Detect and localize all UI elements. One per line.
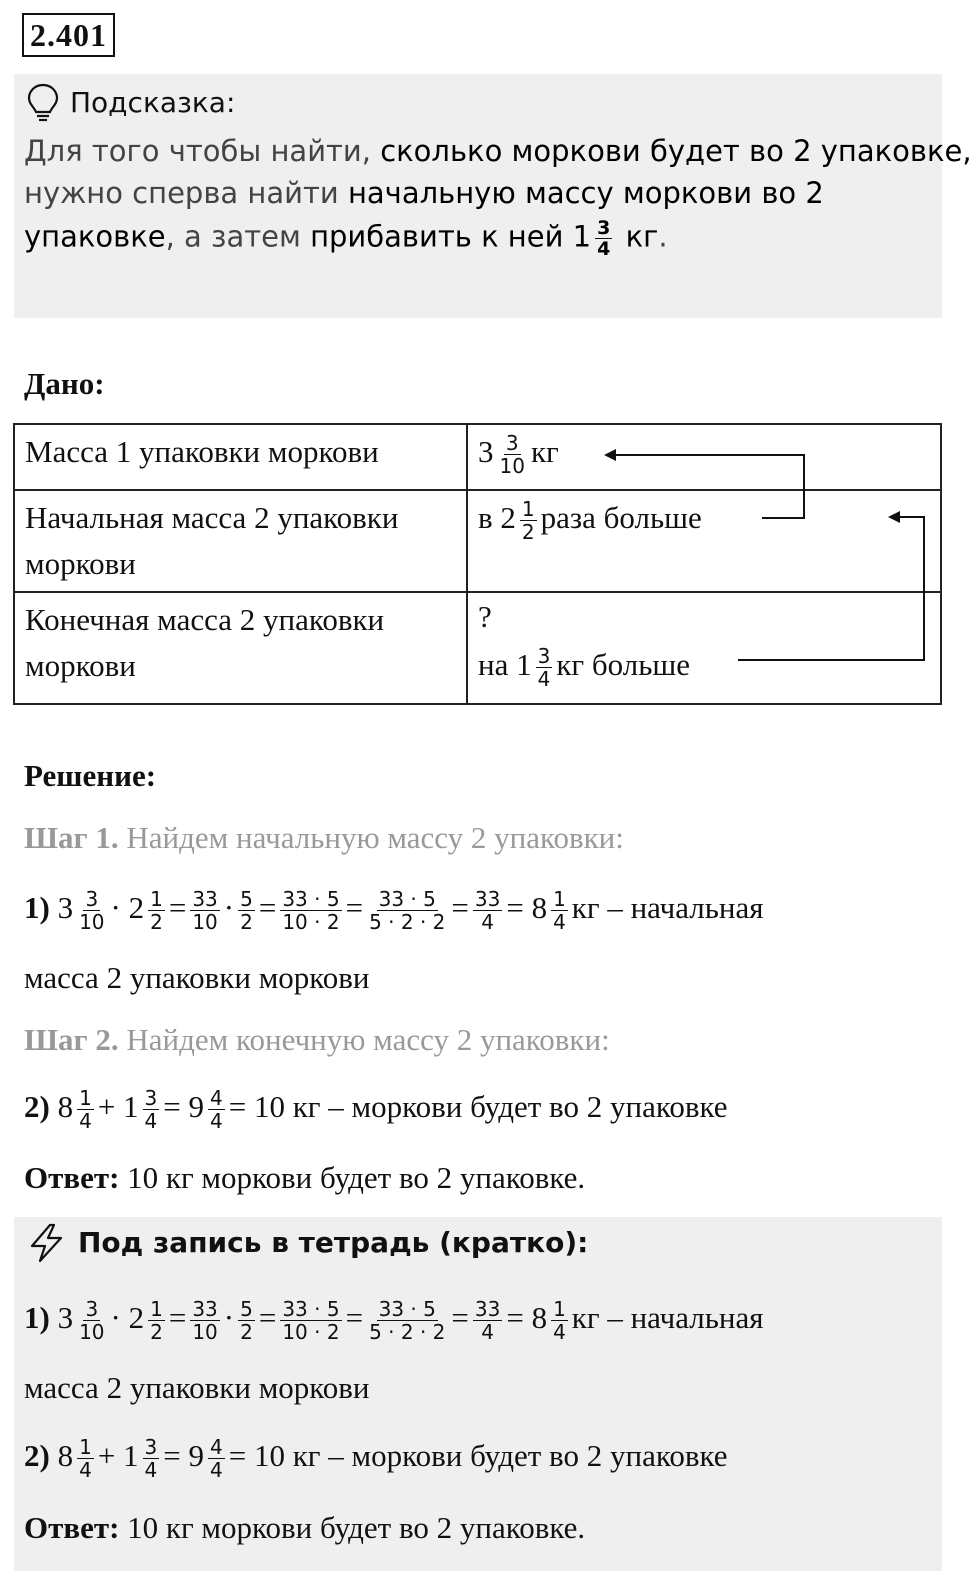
given-value-3: ? на 1 $\frac{3}{4}$ кг больше xyxy=(467,592,941,704)
given-label-1: Масса 1 упаковки моркови xyxy=(14,424,467,490)
nb-calc-2: 2) 8 $\frac{1}{4}$ + 1 $\frac{3}{4}$ = 9 $\frac{4}{4}$ = 10 кг – моркови будет во 2 упаковке xyxy=(24,1435,728,1483)
nb-calc-1: 1) 3 $\frac{3}{10}$ · 2 $\frac{1}{2}$ = $\frac{33}{10}$ · $\frac{5}{2}$ = $\frac{33 \cdot 5}{10 \cdot 2}$ = $\frac{33 \cdot 5}{5 \cdot 2 \cdot 2}$ = $\frac{33}{4}$ = 8 $\frac{1}{4}$ кг – начальная xyxy=(24,1297,764,1345)
lightning-icon xyxy=(26,1222,68,1264)
nb-calc-1-cont: масса 2 упаковки моркови xyxy=(24,1370,370,1405)
hint-line-1: Для того чтобы найти, сколько моркови будет во 2 упаковке, xyxy=(24,134,972,168)
nb-answer: Ответ: 10 кг моркови будет во 2 упаковке. xyxy=(24,1510,586,1545)
hint-line-3: упаковке, а затем прибавить к ней 1 $\frac{3}{4}$ кг. xyxy=(24,217,668,260)
given-label-3: Конечная масса 2 упаковки моркови xyxy=(14,592,467,704)
given-value-2: в 2 $\frac{1}{2}$ раза больше xyxy=(467,490,941,592)
step1: Шаг 1. Найдем начальную массу 2 упаковки: xyxy=(24,820,624,855)
given-title: Дано: xyxy=(24,366,105,401)
calc-1: 1) 3 $\frac{3}{10}$ · 2 $\frac{1}{2}$ = $\frac{33}{10}$ · $\frac{5}{2}$ = $\frac{33 \cdot 5}{10 \cdot 2}$ = $\frac{33 \cdot 5}{5 \cdot 2 \cdot 2}$ = $\frac{33}{4}$ = 8 $\frac{1}{4}$ кг – начальная xyxy=(24,887,764,935)
given-value-1: 3 $\frac{3}{10}$ кг xyxy=(467,424,941,490)
problem-number: 2.401 xyxy=(22,13,115,57)
hint-line-2: нужно сперва найти начальную массу моркови во 2 xyxy=(24,176,824,210)
calc-2: 2) 8 $\frac{1}{4}$ + 1 $\frac{3}{4}$ = 9 $\frac{4}{4}$ = 10 кг – моркови будет во 2 упаковке xyxy=(24,1086,728,1134)
solution-title: Решение: xyxy=(24,758,157,793)
notebook-title: Под запись в тетрадь (кратко): xyxy=(78,1226,589,1259)
answer: Ответ: 10 кг моркови будет во 2 упаковке. xyxy=(24,1160,586,1195)
step2: Шаг 2. Найдем конечную массу 2 упаковки: xyxy=(24,1022,610,1057)
hint-title: Подсказка: xyxy=(70,86,236,119)
relation-arrows xyxy=(0,0,960,720)
calc-1-cont: масса 2 упаковки моркови xyxy=(24,960,370,995)
given-label-2: Начальная масса 2 упаковки моркови xyxy=(14,490,467,592)
